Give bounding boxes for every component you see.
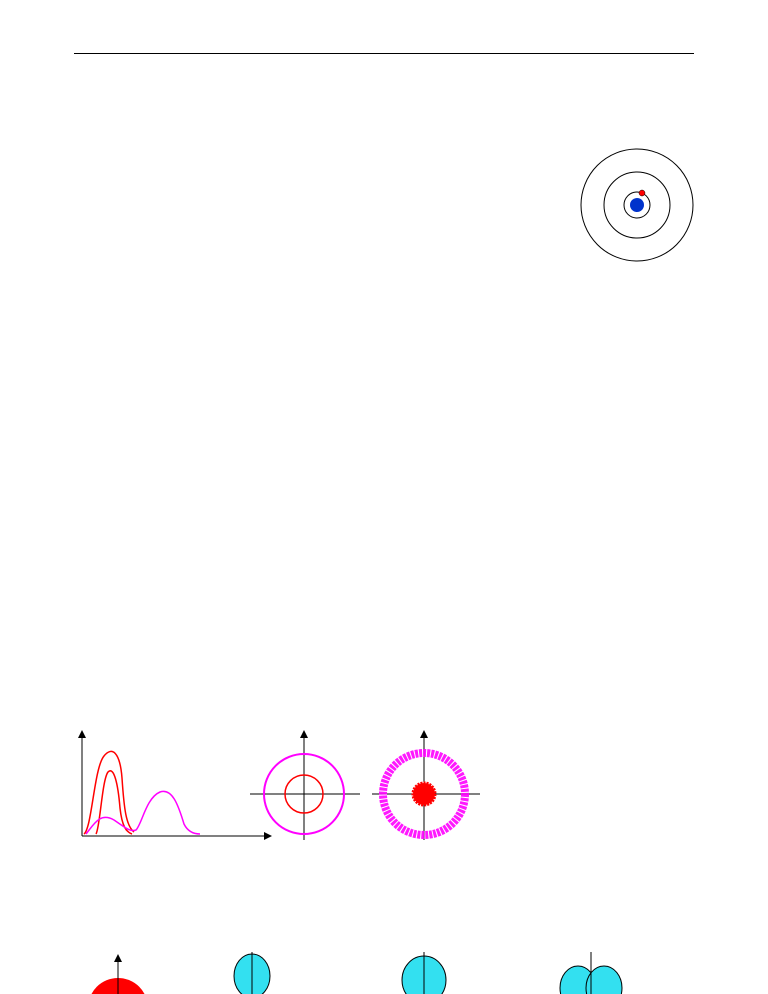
cloud-1s (413, 783, 435, 805)
charge-cloud-diagram (366, 728, 486, 844)
pz-orbital-diagram (542, 950, 642, 994)
electron (639, 190, 645, 196)
s-y-arrow (114, 954, 122, 962)
plot-y-arrow (78, 730, 86, 738)
radial-probability-plot (74, 728, 274, 840)
px-orbital-diagram (214, 950, 304, 994)
header-divider (74, 53, 694, 54)
s-orbital-diagram (78, 950, 178, 994)
curve-2s (86, 791, 200, 834)
py-orbital-diagram (372, 950, 482, 994)
sommerfeld-line-5 (74, 366, 77, 382)
bs-vertical-arrow (300, 730, 308, 738)
bohr-line-3 (74, 179, 77, 195)
curve-1s-inner (96, 771, 132, 834)
cc-vertical-arrow (420, 730, 428, 738)
curve-1s-outline (84, 751, 134, 834)
boundary-surface-diagram (246, 728, 362, 844)
bohr-line-2 (74, 164, 80, 180)
sommerfeld-line-7 (74, 394, 77, 410)
nucleus (630, 198, 644, 212)
bohr-atom-diagram (575, 130, 699, 280)
